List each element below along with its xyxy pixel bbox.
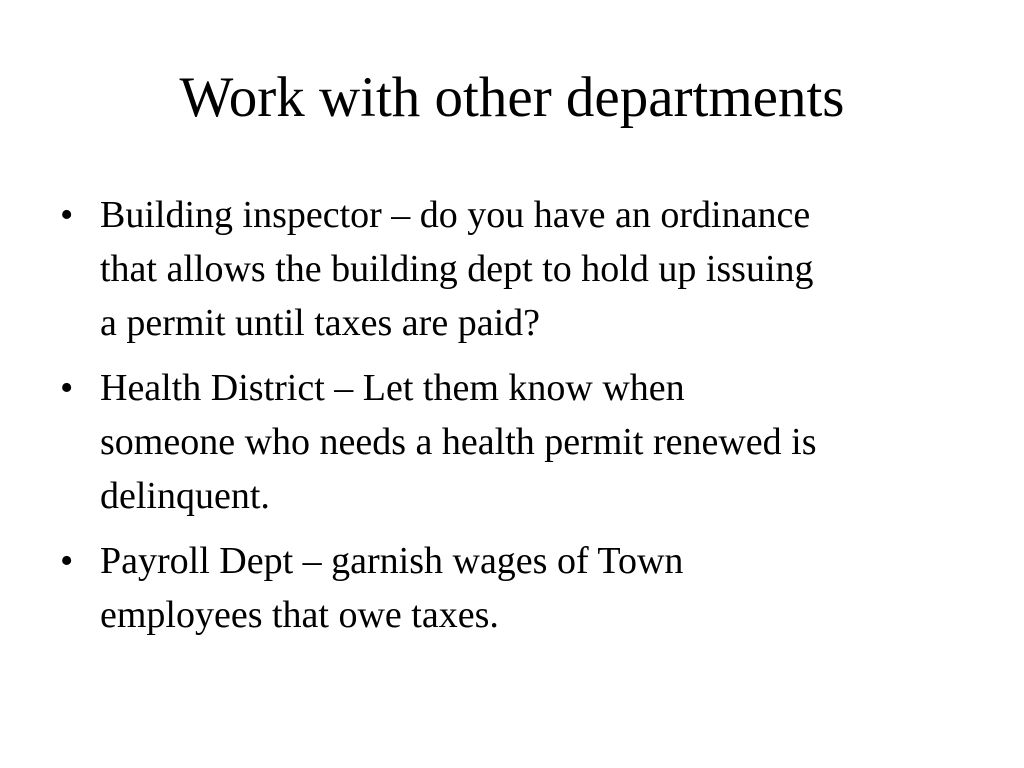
bullet-icon: • [60, 367, 74, 409]
bullet-icon: • [60, 540, 74, 582]
bullet-text-line: a permit until taxes are paid? [100, 302, 540, 344]
bullet-item-payroll-dept [58, 534, 978, 642]
bullet-list [58, 188, 978, 653]
bullet-text-line: Payroll Dept – garnish wages of Town [100, 540, 684, 582]
bullet-item-building-inspector [58, 188, 978, 350]
bullet-item-health-district [58, 361, 978, 523]
bullet-text-line: Health District – Let them know when [100, 367, 685, 409]
bullet-text-line: that allows the building dept to hold up issuing [100, 248, 814, 290]
bullet-text-line: someone who needs a health permit renewed is [100, 421, 817, 463]
bullet-text-line: employees that owe taxes. [100, 594, 499, 636]
bullet-text-line: Building inspector – do you have an ordinance [100, 194, 811, 236]
slide-title: Work with other departments [179, 66, 845, 129]
bullet-icon: • [60, 194, 74, 236]
bullet-text-line: delinquent. [100, 475, 270, 517]
